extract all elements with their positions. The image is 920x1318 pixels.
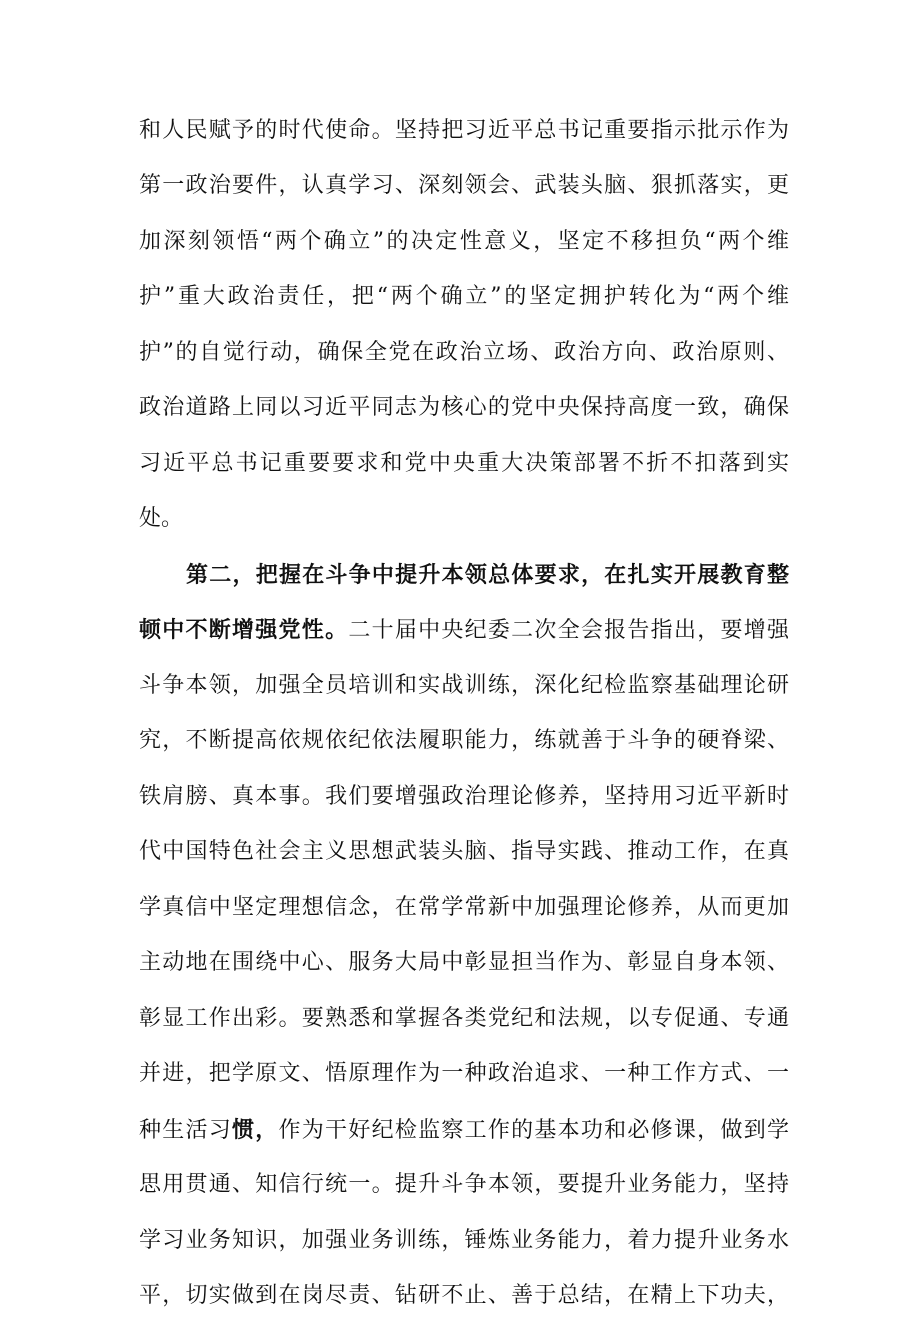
paragraph-2-line-10: 并进，把学原文、悟原理作为一种政治追求、一种工作方式、一 — [139, 1061, 789, 1086]
paragraph-1-line-2: 第一政治要件，认真学习、深刻领会、武装头脑、狠抓落实，更 — [139, 173, 789, 198]
habit-line-start: 种生活习 — [139, 1118, 233, 1143]
paragraph-2-line-4: 究，不断提高依规依纪依法履职能力，练就善于斗争的硬脊梁、 — [139, 728, 789, 753]
paragraph-2-heading-line-2-rest: 二十届中央纪委二次全会报告指出，要增强 — [348, 618, 789, 643]
paragraph-2-line-11 — [139, 1108, 789, 1152]
habit-line-bold: 惯， — [232, 1117, 279, 1143]
paragraph-2-heading-bold-end: 顿中不断增强党性。 — [139, 617, 349, 643]
paragraph-1-line-6: 政治道路上同以习近平同志为核心的党中央保持高度一致，确保 — [139, 395, 789, 420]
paragraph-2-line-9: 彰显工作出彩。要熟悉和掌握各类党纪和法规，以专促通、专通 — [139, 1006, 789, 1031]
paragraph-1-line-8: 处。 — [139, 506, 184, 531]
habit-line-end: 作为干好纪检监察工作的基本功和必修课，做到学 — [278, 1118, 789, 1143]
paragraph-1-line-1: 和人民赋予的时代使命。坚持把习近平总书记重要指示批示作为 — [139, 118, 789, 143]
paragraph-2-line-6: 代中国特色社会主义思想武装头脑、指导实践、推动工作，在真 — [139, 839, 789, 864]
paragraph-2-line-3: 斗争本领，加强全员培训和实战训练，深化纪检监察基础理论研 — [139, 673, 789, 698]
paragraph-1-line-5: 护”的自觉行动，确保全党在政治立场、政治方向、政治原则、 — [139, 340, 789, 365]
paragraph-1-line-4: 护”重大政治责任，把“两个确立”的坚定拥护转化为“两个维 — [139, 284, 789, 309]
paragraph-2-line-2 — [139, 608, 789, 652]
paragraph-1-line-7: 习近平总书记重要要求和党中央重大决策部署不折不扣落到实 — [139, 451, 789, 476]
paragraph-2-line-14: 平，切实做到在岗尽责、钻研不止、善于总结，在精上下功夫， — [139, 1283, 789, 1308]
paragraph-2-line-5: 铁肩膀、真本事。我们要增强政治理论修养，坚持用习近平新时 — [139, 784, 789, 809]
paragraph-2-line-7: 学真信中坚定理想信念，在常学常新中加强理论修养，从而更加 — [139, 895, 789, 920]
paragraph-2-line-13: 学习业务知识，加强业务训练，锤炼业务能力，着力提升业务水 — [139, 1228, 789, 1253]
paragraph-2-line-8: 主动地在围绕中心、服务大局中彰显担当作为、彰显自身本领、 — [139, 950, 789, 975]
paragraph-2-line-12: 思用贯通、知信行统一。提升斗争本领，要提升业务能力，坚持 — [139, 1172, 789, 1197]
paragraph-1-line-3: 加深刻领悟“两个确立”的决定性意义，坚定不移担负“两个维 — [139, 229, 789, 254]
paragraph-2-heading-line-1: 第二，把握在斗争中提升本领总体要求，在扎实开展教育整 — [186, 562, 789, 588]
